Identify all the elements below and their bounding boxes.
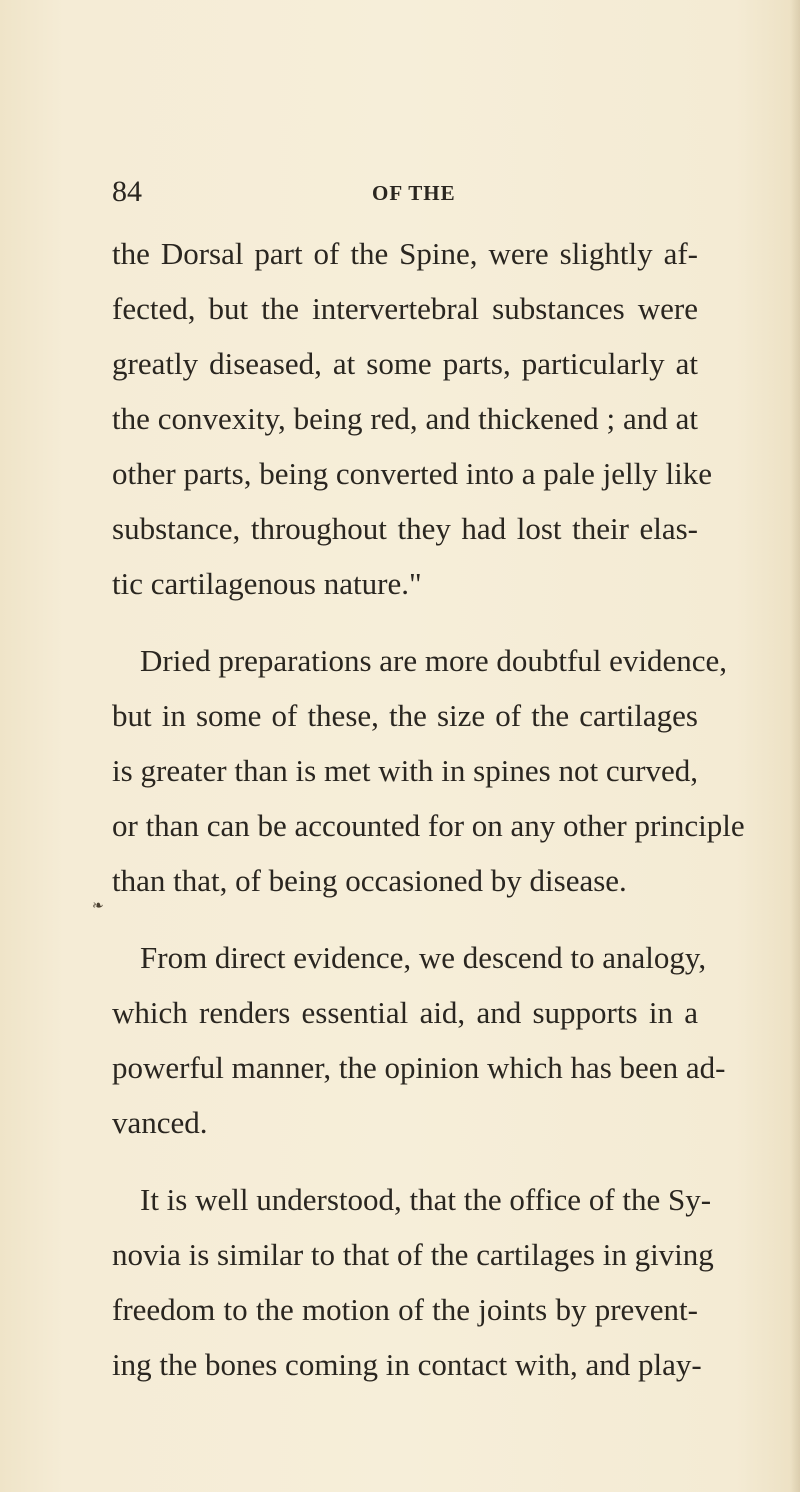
- text-line: Dried preparations are more doubtful evidence,: [140, 643, 728, 678]
- text-line: or than can be accounted for on any other principle: [112, 808, 745, 843]
- page-edge-shadow: [790, 0, 800, 1492]
- paragraph-spacer: [112, 1150, 698, 1172]
- page-number: 84: [112, 175, 142, 208]
- text-line: substance, throughout they had lost their elas-: [112, 511, 698, 546]
- paragraph-4: [112, 1172, 714, 1392]
- text-line: It is well understood, that the office of the Sy-: [140, 1182, 712, 1217]
- text-line: freedom to the motion of the joints by prevent-: [112, 1292, 698, 1327]
- paragraph-spacer: [112, 611, 698, 633]
- running-head: OF THE: [372, 181, 456, 205]
- text-line: novia is similar to that of the cartilages in giving: [112, 1237, 714, 1272]
- text-line: the Dorsal part of the Spine, were slightly af-: [112, 236, 698, 271]
- text-line: but in some of these, the size of the cartilages: [112, 698, 698, 733]
- ink-mark: ❧: [92, 899, 104, 914]
- text-line: ing the bones coming in contact with, and play-: [112, 1347, 702, 1382]
- text-line: which renders essential aid, and supports in a: [112, 995, 698, 1030]
- paragraph-3: [112, 930, 726, 1150]
- page-header: [112, 174, 692, 214]
- body-text: [112, 226, 745, 1392]
- text-line: From direct evidence, we descend to analogy,: [140, 940, 707, 975]
- paragraph-spacer: [112, 908, 698, 930]
- text-line: fected, but the intervertebral substances were: [112, 291, 698, 326]
- text-line: powerful manner, the opinion which has been ad-: [112, 1050, 726, 1085]
- text-line: than that, of being occasioned by disease.: [112, 863, 627, 898]
- text-line: vanced.: [112, 1105, 208, 1140]
- text-line: other parts, being converted into a pale jelly like: [112, 456, 712, 491]
- text-line: the convexity, being red, and thickened ; and at: [112, 401, 698, 436]
- text-line: tic cartilagenous nature.": [112, 566, 422, 601]
- paragraph-1: [112, 226, 712, 611]
- text-line: is greater than is met with in spines not curved,: [112, 753, 698, 788]
- text-line: greatly diseased, at some parts, particularly at: [112, 346, 698, 381]
- paragraph-2: [112, 633, 745, 908]
